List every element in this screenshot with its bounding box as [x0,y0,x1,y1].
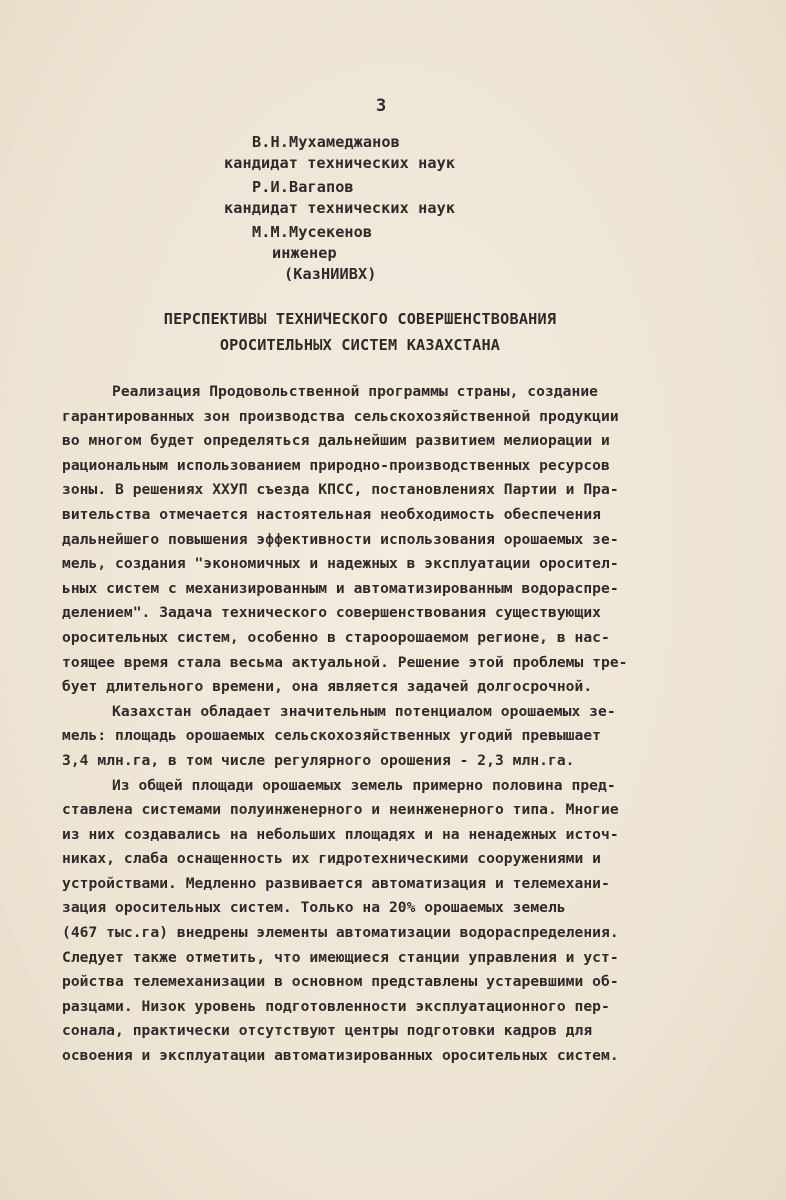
body-line: бует длительного времени, она является задачей долгосрочной. [62,678,593,696]
body-line: тоящее время стала весьма актуальной. Решение этой проблемы тре- [62,653,628,671]
body-line: Следует также отметить, что имеющиеся станции управления и уст- [62,948,619,966]
body-line: (467 тыс.га) внедрены элементы автоматизации водораспределения. [62,924,619,942]
body-line: из них создавались на небольших площадях и на ненадежных источ- [62,825,619,843]
body-line: мель: площадь орошаемых сельскохозяйственных угодий превышает [62,727,602,745]
author-name: М.М.Мусекенов [252,223,373,241]
body-line: 3,4 млн.га, в том числе регулярного орошения - 2,3 млн.га. [62,751,575,769]
body-line: разцами. Низок уровень подготовленности эксплуатационного пер- [62,997,610,1015]
article-title [130,306,590,358]
organization: (КазНИИВХ) [284,265,377,283]
body-line: ьных систем с механизированным и автоматизированным водораспре- [62,579,619,597]
body-line: сонала, практически отсутствуют центры подготовки кадров для [62,1022,593,1040]
page-number: 3 [376,96,387,116]
body-line: освоения и эксплуатации автоматизированных оросительных систем. [62,1047,619,1065]
body-line: никах, слаба оснащенность их гидротехническими сооружениями и [62,850,602,868]
article-body [62,380,726,1069]
body-line: зоны. В решениях ХХУП съезда КПСС, постановлениях Партии и Пра- [62,481,619,499]
author-list [224,132,455,288]
body-line: Реализация Продовольственной программы страны, создание [112,383,598,400]
title-line: ОРОСИТЕЛЬНЫХ СИСТЕМ КАЗАХСТАНА [219,336,501,354]
author-role: кандидат технических наук [224,199,456,217]
author-role: кандидат технических наук [224,154,456,172]
body-line: делением". Задача технического совершенствования существующих [62,604,602,622]
body-line: зация оросительных систем. Только на 20% орошаемых земель [62,899,566,917]
body-line: ройства телемеханизации в основном представлены устаревшими об- [62,973,619,991]
body-line: оросительных систем, особенно в староорошаемом регионе, в нас- [62,628,610,646]
author-name: В.Н.Мухамеджанов [252,133,400,151]
body-line: мель, создания "экономичных и надежных в эксплуатации оросител- [62,555,619,573]
body-line: рациональным использованием природно-производственных ресурсов [62,456,610,474]
author-entry [224,177,455,219]
body-line: ставлена системами полуинженерного и неинженерного типа. Многие [62,801,619,819]
author-entry [224,132,455,174]
body-line: во многом будет определяться дальнейшим развитием мелиорации и [62,432,610,450]
body-line: вительства отмечается настоятельная необходимость обеспечения [62,505,602,523]
body-line: устройствами. Медленно развивается автоматизация и телемехани- [62,874,610,892]
body-line: Казахстан обладает значительным потенциалом орошаемых зе- [112,702,616,720]
body-line: гарантированных зон производства сельскохозяйственной продукции [62,407,619,425]
body-line: Из общей площади орошаемых земель примерно половина пред- [112,776,616,794]
body-line: дальнейшего повышения эффективности использования орошаемых зе- [62,530,619,548]
author-role: инженер [272,244,337,262]
author-entry [224,222,455,285]
title-line: ПЕРСПЕКТИВЫ ТЕХНИЧЕСКОГО СОВЕРШЕНСТВОВАНИЯ [163,310,557,328]
author-name: Р.И.Вагапов [252,178,354,196]
